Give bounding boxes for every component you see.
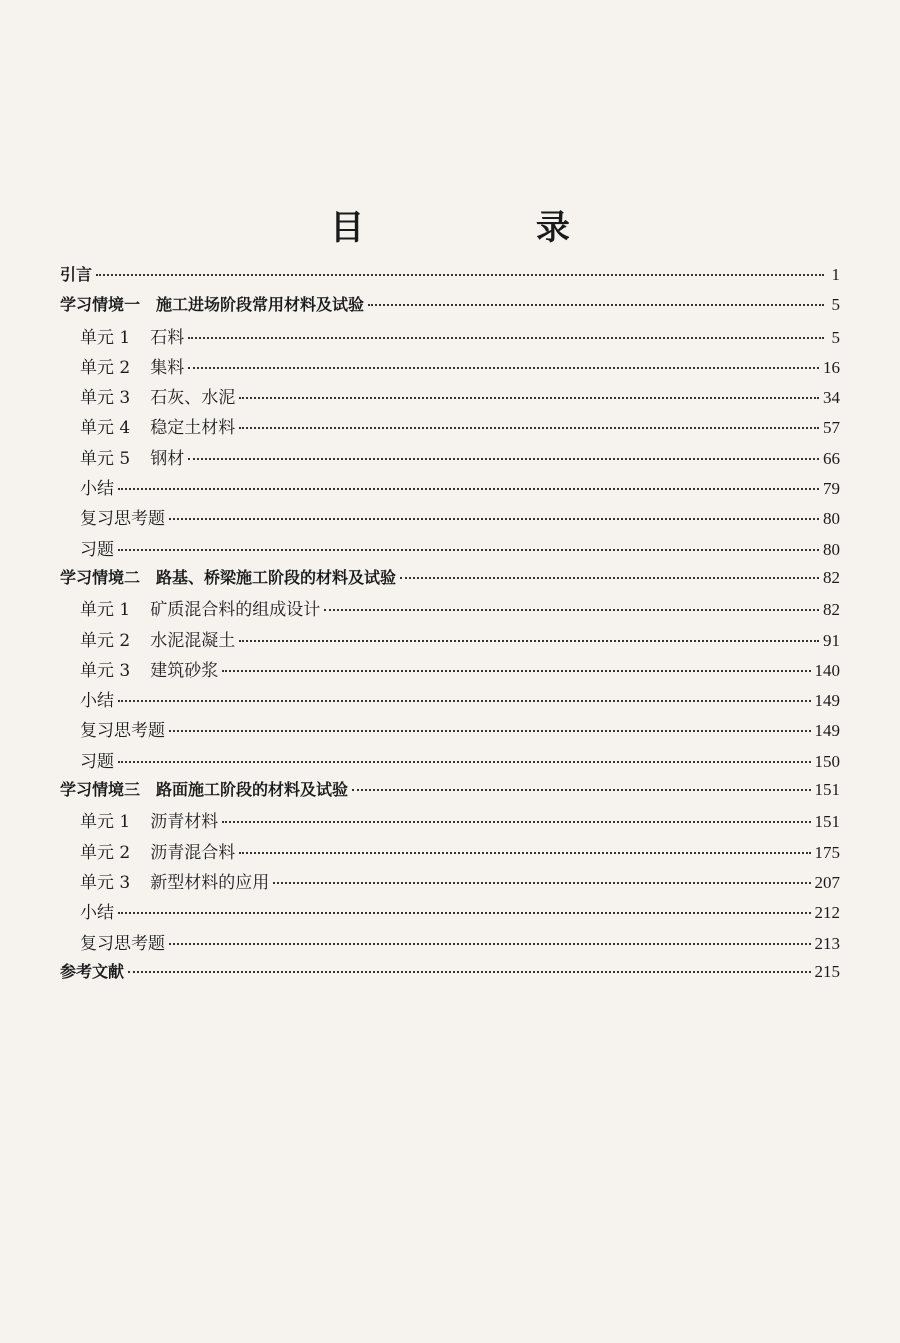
- page-number: 150: [814, 751, 840, 771]
- entry-title: 小结: [80, 479, 114, 500]
- entry-title: 新型材料的应用: [150, 872, 270, 893]
- entry-title: 复习思考题: [80, 721, 165, 742]
- dot-leader: [118, 700, 811, 702]
- toc-entry: [58, 262, 840, 292]
- toc-entry: [58, 747, 840, 777]
- toc-entry: [58, 595, 840, 625]
- dot-leader: [222, 821, 810, 823]
- page-number: 82: [823, 567, 840, 587]
- page-number: 82: [823, 600, 840, 620]
- page-number: 151: [814, 812, 840, 832]
- page-title: 目 录: [330, 208, 650, 248]
- dot-leader: [400, 577, 819, 579]
- dot-leader: [169, 943, 811, 945]
- page-number: 79: [823, 479, 840, 499]
- entry-title: 复习思考题: [80, 933, 165, 954]
- page-number: 151: [814, 780, 840, 800]
- page-number: 149: [814, 691, 840, 711]
- dot-leader: [188, 458, 819, 460]
- page-number: 57: [823, 418, 840, 438]
- toc-entry: [58, 626, 840, 656]
- entry-title: 钢材: [150, 448, 185, 469]
- entry-title: 水泥混凝土: [150, 630, 236, 651]
- toc-entry: [58, 929, 840, 959]
- toc-entry: [58, 686, 840, 716]
- entry-title: 集料: [150, 357, 185, 378]
- toc-entry: [58, 838, 840, 868]
- toc-entry: [58, 292, 840, 322]
- entry-title: 小结: [80, 691, 114, 712]
- toc-entry: [58, 656, 840, 686]
- toc-entry: [58, 716, 840, 746]
- dot-leader: [352, 789, 810, 791]
- page-number: 34: [823, 388, 840, 408]
- unit-number: 单元 1: [80, 600, 131, 621]
- dot-leader: [273, 882, 810, 884]
- toc-entry: [58, 565, 840, 595]
- toc-entry: [58, 807, 840, 837]
- page-number: 140: [814, 660, 840, 680]
- toc-entry: [58, 444, 840, 474]
- toc-entry: [58, 383, 840, 413]
- unit-number: 单元 2: [80, 630, 131, 651]
- page-number: 5: [831, 295, 840, 315]
- toc-entry: [58, 868, 840, 898]
- dot-leader: [239, 640, 819, 642]
- unit-number: 单元 2: [80, 357, 131, 378]
- toc-entry: [58, 504, 840, 534]
- entry-title: 习题: [80, 539, 114, 560]
- dot-leader: [118, 912, 811, 914]
- page-number: 175: [814, 842, 840, 862]
- page-number: 215: [814, 961, 840, 981]
- page-number: 149: [814, 721, 840, 741]
- entry-title: 复习思考题: [80, 509, 165, 530]
- dot-leader: [118, 488, 819, 490]
- toc-entry: [58, 353, 840, 383]
- page-number: 80: [823, 509, 840, 529]
- dot-leader: [239, 397, 819, 399]
- toc-entry: [58, 535, 840, 565]
- dot-leader: [188, 367, 819, 369]
- dot-leader: [222, 670, 810, 672]
- entry-title: 沥青混合料: [150, 842, 236, 863]
- page-number: 91: [823, 630, 840, 650]
- entry-title: 引言: [60, 265, 93, 284]
- dot-leader: [96, 274, 824, 276]
- page-number: 5: [831, 327, 840, 347]
- toc-entry: [58, 777, 840, 807]
- page-number: 213: [814, 933, 840, 953]
- dot-leader: [118, 549, 819, 551]
- page-number: 66: [823, 448, 840, 468]
- unit-number: 单元 1: [80, 812, 131, 833]
- entry-title: 学习情境三 路面施工阶段的材料及试验: [60, 780, 349, 800]
- toc-entry: [58, 959, 840, 989]
- entry-title: 参考文献: [60, 961, 125, 981]
- toc-entry: [58, 413, 840, 443]
- dot-leader: [169, 730, 811, 732]
- unit-number: 单元 2: [80, 842, 131, 863]
- entry-title: 建筑砂浆: [150, 660, 219, 681]
- unit-number: 单元 3: [80, 872, 131, 893]
- dot-leader: [118, 761, 811, 763]
- toc-entry: [58, 323, 840, 353]
- unit-number: 单元 1: [80, 327, 131, 348]
- entry-title: 小结: [80, 903, 114, 924]
- entry-title: 矿质混合料的组成设计: [150, 600, 321, 621]
- table-of-contents: [58, 262, 840, 989]
- toc-entry: [58, 898, 840, 928]
- page-number: 212: [814, 903, 840, 923]
- dot-leader: [239, 852, 810, 854]
- entry-title: 沥青材料: [150, 812, 219, 833]
- dot-leader: [128, 971, 810, 973]
- page-number: 207: [814, 872, 840, 892]
- unit-number: 单元 3: [80, 660, 131, 681]
- unit-number: 单元 5: [80, 448, 131, 469]
- unit-number: 单元 3: [80, 388, 131, 409]
- toc-entry: [58, 474, 840, 504]
- entry-title: 石灰、水泥: [150, 388, 236, 409]
- dot-leader: [169, 518, 819, 520]
- unit-number: 单元 4: [80, 418, 131, 439]
- page-number: 1: [831, 265, 840, 284]
- entry-title: 石料: [150, 327, 185, 348]
- dot-leader: [239, 427, 819, 429]
- page-number: 16: [823, 357, 840, 377]
- entry-title: 学习情境一 施工进场阶段常用材料及试验: [60, 295, 365, 315]
- dot-leader: [188, 337, 824, 339]
- entry-title: 稳定土材料: [150, 418, 236, 439]
- dot-leader: [324, 609, 819, 611]
- dot-leader: [368, 304, 824, 306]
- entry-title: 学习情境二 路基、桥梁施工阶段的材料及试验: [60, 567, 397, 587]
- entry-title: 习题: [80, 751, 114, 772]
- page-number: 80: [823, 539, 840, 559]
